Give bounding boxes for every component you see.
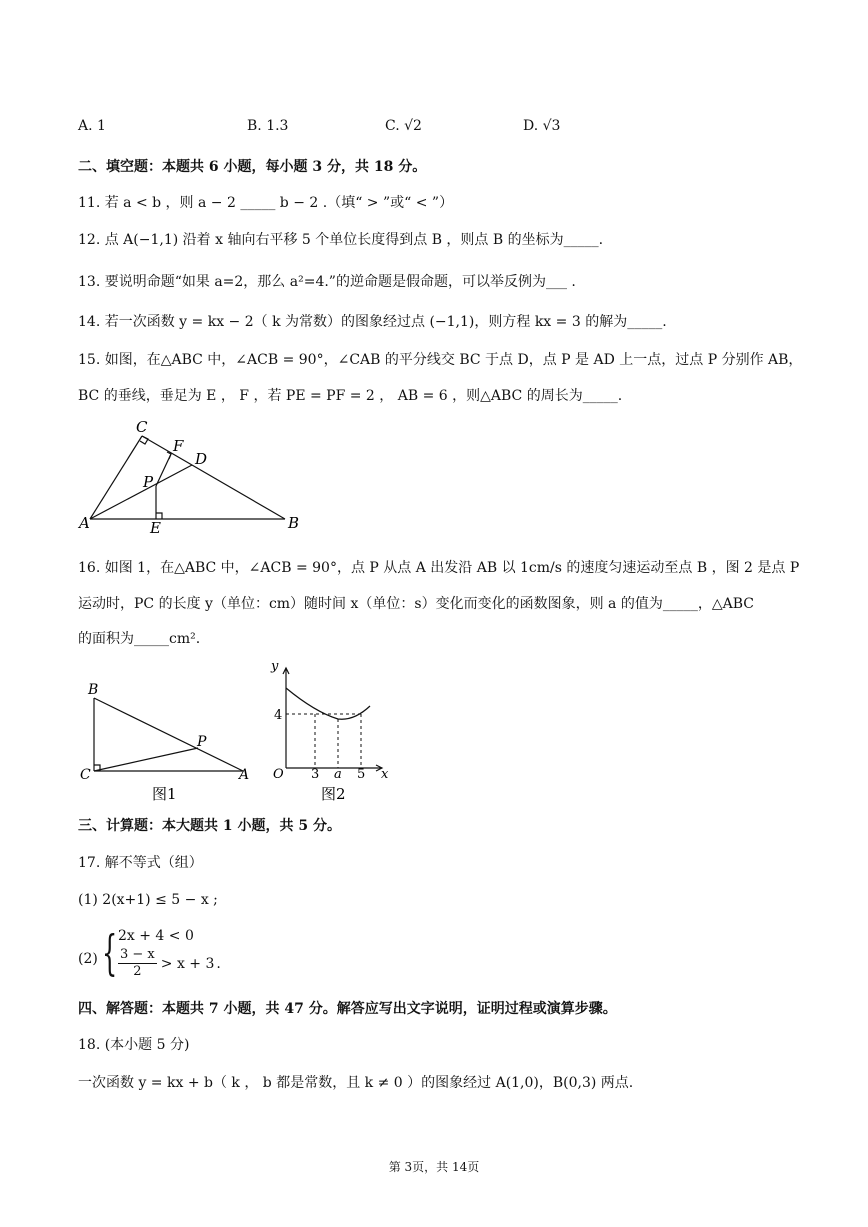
question-16-line2: 运动时，PC 的长度 y（单位：cm）随时间 x（单位：s）变化而变化的函数图象，则 a 的值为_____，△ABC [78,596,754,612]
fig2-tick-5: 5 [357,767,366,782]
question-15-line1: 15. 如图，在△ABC 中，∠ACB = 90°，∠CAB 的平分线交 BC 于点 D，点 P 是 AD 上一点，过点 P 分别作 AB， [78,352,803,368]
fig15-label-f: F [173,437,184,455]
page-footer: 第 3页，共 14页 [388,1160,480,1174]
question-15-line2: BC 的垂线，垂足为 E ， F ，若 PE = PF = 2 ， AB = 6 ，则△ABC 的周长为_____. [78,388,623,404]
q17-system-line1: 2x + 4 < 0 [118,928,194,944]
q17-fraction-num: 3 − x [120,947,155,962]
q16-figure-2 [270,654,400,808]
q17-part2-label: (2) [78,951,98,967]
fig15-label-b: B [288,514,300,532]
fig2-tick-4: 4 [274,708,283,723]
q16-figure-1 [78,678,258,808]
q17-fraction [118,947,157,980]
choice-c: C. √2 [385,118,422,134]
q17-fraction-den: 2 [133,964,142,979]
question-11: 11. 若 a < b ，则 a − 2 _____ b − 2 .（填“ > ”或“ < ”） [78,195,454,211]
section3-heading: 三、计算题：本大题共 1 小题，共 5 分。 [78,818,341,834]
fig2-tick-a: a [334,767,342,782]
question-14: 14. 若一次函数 y = kx − 2（ k 为常数）的图象经过点 (−1,1)，则方程 kx = 3 的解为_____. [78,314,667,330]
fig15-label-c: C [136,418,148,436]
fig1-label-b: B [88,682,99,698]
fig1-label-c: C [80,767,91,783]
choice-a: A. 1 [78,118,106,134]
question-18-body: 一次函数 y = kx + b（ k ， b 都是常数，且 k ≠ 0 ）的图象经过 A(1,0)，B(0,3) 两点. [78,1075,634,1091]
q17-system-rest: > x + 3 [160,955,215,972]
fig15-label-d: D [195,450,208,468]
fig2-tick-3: 3 [311,767,320,782]
q17-system-line2 [118,947,221,980]
fig15-label-p: P [143,473,154,491]
question-12: 12. 点 A(−1,1) 沿着 x 轴向右平移 5 个单位长度得到点 B ，则点 B 的坐标为_____. [78,232,604,248]
q17-brace: { [102,925,118,981]
section4-heading: 四、解答题：本题共 7 小题，共 47 分。解答应写出文字说明，证明过程或演算步骤。 [78,1001,617,1017]
fig1-label-a: A [239,767,250,783]
question-18-title: 18. (本小题 5 分) [78,1037,190,1053]
fig15-label-a: A [79,514,90,532]
q15-triangle-figure [70,418,320,536]
question-16-line3: 的面积为_____cm². [78,631,201,647]
question-17-title: 17. 解不等式（组） [78,855,203,871]
fig2-label-x: x [381,767,389,782]
section2-heading: 二、填空题：本题共 6 小题，每小题 3 分，共 18 分。 [78,159,427,175]
choice-b: B. 1.3 [247,118,289,134]
choice-d: D. √3 [523,118,561,134]
question-16-line1: 16. 如图 1，在△ABC 中，∠ACB = 90°，点 P 从点 A 出发沿 AB 以 1cm/s 的速度匀速运动至点 B ，图 2 是点 P [78,560,800,576]
fig2-label-o: O [273,767,284,782]
fig2-label-y: y [271,659,279,674]
fig1-label-p: P [197,734,207,750]
fig15-label-e: E [150,519,161,536]
fig2-caption: 图2 [321,785,346,803]
question-13: 13. 要说明命题“如果 a=2，那么 a²=4.”的逆命题是假命题，可以举反例为___ . [78,274,576,290]
question-17-part1: (1) 2(x+1) ≤ 5 − x ; [78,892,218,908]
q17-system-end: . [216,955,221,972]
fig1-caption: 图1 [152,785,177,803]
